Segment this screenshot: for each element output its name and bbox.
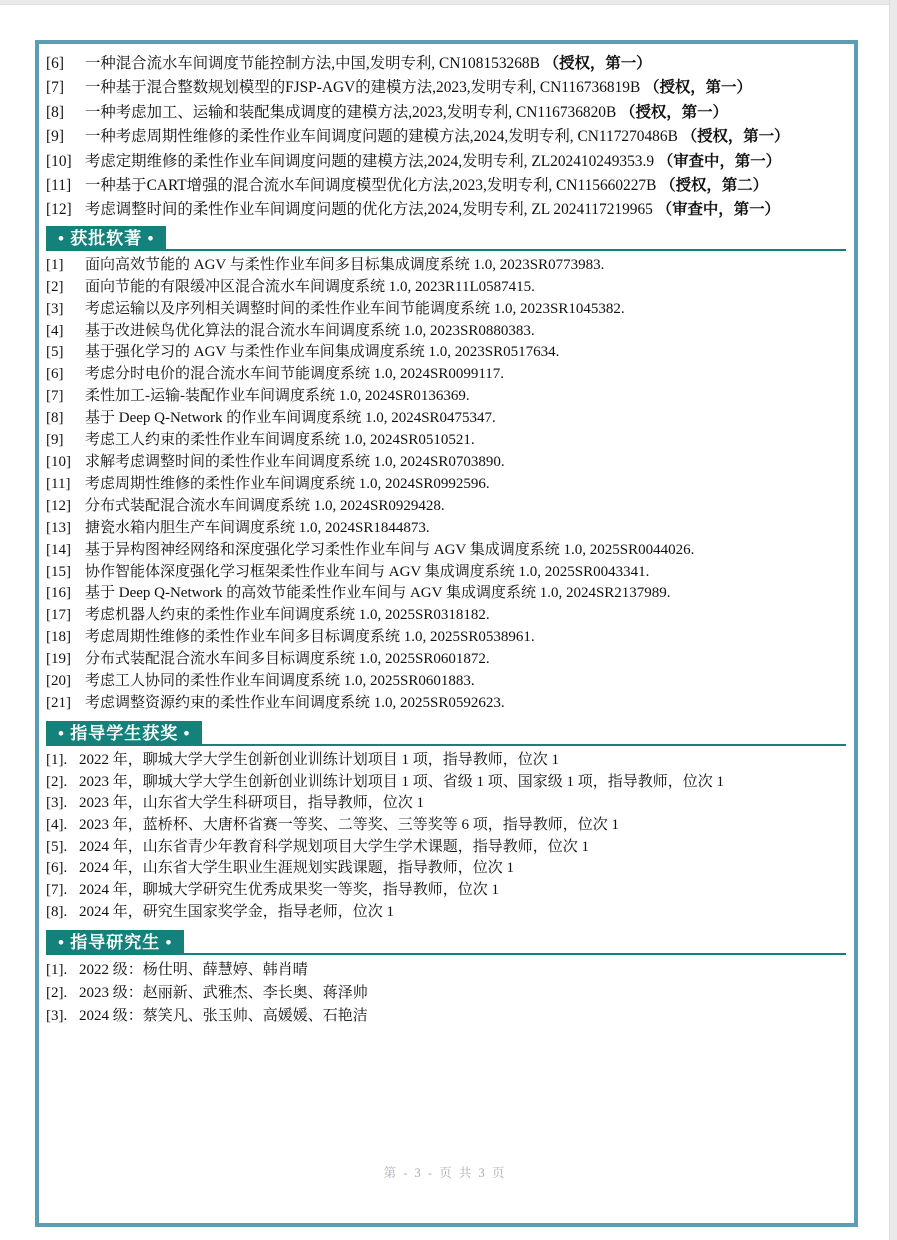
item-text: 考虑周期性维修的柔性作业车间多目标调度系统 1.0, 2025SR0538961. bbox=[85, 629, 535, 646]
item-text: 一种基于混合整数规划模型的FJSP-AGV的建模方法,2023,发明专利, CN116736819B （授权，第一） bbox=[85, 79, 752, 97]
item-number: [1]. bbox=[46, 961, 68, 978]
item-number: [21] bbox=[46, 694, 71, 711]
student-award-list bbox=[46, 750, 846, 924]
page-border-frame bbox=[35, 40, 858, 1227]
software-item bbox=[46, 540, 846, 562]
item-number: [3] bbox=[46, 300, 64, 317]
item-text: 求解考虑调整时间的柔性作业车间调度系统 1.0, 2024SR0703890. bbox=[85, 454, 505, 470]
item-number: [15] bbox=[46, 563, 71, 580]
item-text: 面向节能的有限缓冲区混合流水车间调度系统 1.0, 2023R11L0587415. bbox=[85, 278, 535, 295]
page-number-footer: 第 - 3 - 页 共 3 页 bbox=[383, 1166, 507, 1180]
item-text: 2024 级：蔡笑凡、张玉帅、高媛媛、石艳洁 bbox=[79, 1007, 368, 1024]
software-item bbox=[46, 277, 846, 299]
section-header-graduate-students bbox=[46, 930, 846, 955]
item-number: [19] bbox=[46, 651, 71, 668]
award-item bbox=[46, 793, 846, 815]
software-item bbox=[46, 321, 846, 343]
item-number: [3]. bbox=[46, 1007, 68, 1024]
viewer-edge-right bbox=[889, 0, 897, 1240]
item-number: [1] bbox=[46, 256, 64, 273]
item-text: 2024 年，山东省青少年教育科学规划项目大学生学术课题，指导教师，位次 1 bbox=[79, 838, 590, 855]
item-text: 考虑调整资源约束的柔性作业车间调度系统 1.0, 2025SR0592623. bbox=[85, 694, 505, 711]
patent-status: （审查中，第一） bbox=[656, 201, 780, 219]
item-number: [8] bbox=[46, 410, 64, 427]
item-number: [3]. bbox=[46, 795, 68, 812]
patent-status: （授权，第一） bbox=[620, 103, 728, 121]
software-item bbox=[46, 605, 846, 627]
software-item bbox=[46, 342, 846, 364]
item-text: 2022 年，聊城大学大学生创新创业训练计划项目 1 项，指导教师，位次 1 bbox=[79, 751, 560, 768]
item-text: 考虑工人约束的柔性作业车间调度系统 1.0, 2024SR0510521. bbox=[85, 432, 475, 449]
item-number: [18] bbox=[46, 629, 71, 646]
item-number: [1]. bbox=[46, 751, 68, 768]
item-number: [6] bbox=[46, 366, 64, 383]
item-text: 一种基于CART增强的混合流水车间调度模型优化方法,2023,发明专利, CN115660227B （授权，第二） bbox=[85, 177, 768, 195]
item-text: 分布式装配混合流水车间多目标调度系统 1.0, 2025SR0601872. bbox=[85, 651, 490, 668]
section-header-software bbox=[46, 226, 846, 251]
item-number: [11] bbox=[46, 177, 72, 195]
section-header-student-awards bbox=[46, 721, 846, 746]
award-item bbox=[46, 837, 846, 859]
item-text: 考虑周期性维修的柔性作业车间调度系统 1.0, 2024SR0992596. bbox=[85, 475, 490, 492]
graduate-item bbox=[46, 959, 846, 982]
item-text: 一种考虑周期性维修的柔性作业车间调度问题的建模方法,2024,发明专利, CN117270486B （授权，第一） bbox=[85, 128, 790, 146]
software-item bbox=[46, 649, 846, 671]
item-number: [20] bbox=[46, 673, 71, 690]
item-number: [11] bbox=[46, 475, 71, 492]
patent-item bbox=[46, 76, 846, 100]
item-text: 一种考虑加工、运输和装配集成调度的建模方法,2023,发明专利, CN116736820B （授权，第一） bbox=[85, 103, 728, 121]
award-item bbox=[46, 902, 846, 924]
item-text: 考虑机器人约束的柔性作业车间调度系统 1.0, 2025SR0318182. bbox=[85, 607, 490, 624]
award-item bbox=[46, 750, 846, 772]
item-number: [17] bbox=[46, 607, 71, 624]
item-text: 2024 年，研究生国家奖学金，指导老师，位次 1 bbox=[79, 903, 395, 920]
item-number: [10] bbox=[46, 454, 71, 470]
item-number: [13] bbox=[46, 519, 71, 536]
item-text: 考虑运输以及序列相关调整时间的柔性作业车间节能调度系统 1.0, 2023SR1045382. bbox=[85, 300, 625, 317]
item-text: 基于 Deep Q-Network 的作业车间调度系统 1.0, 2024SR0475347. bbox=[85, 410, 496, 427]
item-number: [7] bbox=[46, 388, 64, 405]
software-item bbox=[46, 474, 846, 496]
software-item bbox=[46, 364, 846, 386]
item-text: 2023 级：赵丽新、武雅杰、李长奥、蒋泽帅 bbox=[79, 984, 368, 1001]
item-text: 考虑分时电价的混合流水车间节能调度系统 1.0, 2024SR0099117. bbox=[85, 366, 505, 383]
item-number: [6]. bbox=[46, 860, 68, 877]
item-number: [14] bbox=[46, 541, 71, 558]
item-text: 2023 年，蓝桥杯、大唐杯省赛一等奖、二等奖、三等奖等 6 项，指导教师，位次 1 bbox=[79, 816, 620, 833]
patent-list bbox=[46, 52, 846, 223]
software-item bbox=[46, 583, 846, 605]
section-rule bbox=[184, 953, 846, 955]
item-text: 协作智能体深度强化学习框架柔性作业车间与 AGV 集成调度系统 1.0, 2025SR0043341. bbox=[85, 563, 650, 580]
item-text: 搪瓷水箱内胆生产车间调度系统 1.0, 2024SR1844873. bbox=[85, 519, 430, 536]
item-number: [4]. bbox=[46, 816, 68, 833]
software-item bbox=[46, 518, 846, 540]
item-number: [7] bbox=[46, 79, 64, 97]
patent-item bbox=[46, 52, 846, 76]
software-item bbox=[46, 255, 846, 277]
software-copyright-list bbox=[46, 255, 846, 715]
item-text: 分布式装配混合流水车间调度系统 1.0, 2024SR0929428. bbox=[85, 497, 445, 514]
software-item bbox=[46, 671, 846, 693]
item-text: 2023 年，聊城大学大学生创新创业训练计划项目 1 项、省级 1 项、国家级 1 项，指导教师，位次 1 bbox=[79, 773, 725, 790]
patent-status: （授权，第二） bbox=[660, 177, 768, 195]
graduate-item bbox=[46, 1005, 846, 1028]
item-number: [16] bbox=[46, 585, 71, 602]
award-item bbox=[46, 815, 846, 837]
item-number: [8]. bbox=[46, 903, 68, 920]
item-text: 基于强化学习的 AGV 与柔性作业车间集成调度系统 1.0, 2023SR0517634. bbox=[85, 344, 560, 361]
section-badge: • 获批软著 • bbox=[46, 226, 166, 251]
patent-item bbox=[46, 174, 846, 198]
item-text: 基于 Deep Q-Network 的高效节能柔性作业车间与 AGV 集成调度系统 1.0, 2024SR2137989. bbox=[85, 585, 671, 602]
item-text: 考虑工人协同的柔性作业车间调度系统 1.0, 2025SR0601883. bbox=[85, 673, 475, 690]
item-number: [2]. bbox=[46, 984, 68, 1001]
award-item bbox=[46, 880, 846, 902]
patent-status: （审查中，第一） bbox=[657, 152, 782, 170]
patent-item bbox=[46, 125, 846, 149]
item-number: [4] bbox=[46, 322, 64, 339]
item-text: 2024 年，山东省大学生职业生涯规划实践课题，指导教师，位次 1 bbox=[79, 860, 515, 877]
award-item bbox=[46, 772, 846, 794]
section-rule bbox=[202, 744, 846, 746]
patent-status: （授权，第一） bbox=[644, 79, 752, 97]
item-number: [9] bbox=[46, 128, 64, 146]
software-item bbox=[46, 408, 846, 430]
item-text: 基于异构图神经网络和深度强化学习柔性作业车间与 AGV 集成调度系统 1.0, 2025SR0044026. bbox=[85, 541, 695, 558]
item-number: [7]. bbox=[46, 882, 68, 899]
item-number: [8] bbox=[46, 103, 64, 121]
item-number: [10] bbox=[46, 152, 72, 170]
patent-item bbox=[46, 198, 846, 222]
item-text: 基于改进候鸟优化算法的混合流水车间调度系统 1.0, 2023SR0880383. bbox=[85, 322, 535, 339]
section-rule bbox=[166, 249, 846, 251]
viewer-edge-top bbox=[0, 0, 897, 5]
section-badge: • 指导学生获奖 • bbox=[46, 721, 202, 746]
item-text: 面向高效节能的 AGV 与柔性作业车间多目标集成调度系统 1.0, 2023SR0773983. bbox=[85, 256, 605, 273]
software-item bbox=[46, 562, 846, 584]
item-text: 柔性加工-运输-装配作业车间调度系统 1.0, 2024SR0136369. bbox=[85, 388, 470, 405]
software-item bbox=[46, 496, 846, 518]
item-text: 考虑调整时间的柔性作业车间调度问题的优化方法,2024,发明专利, ZL 2024117219965 （审查中，第一） bbox=[85, 201, 780, 219]
software-item bbox=[46, 693, 846, 715]
item-text: 2024 年，聊城大学研究生优秀成果奖一等奖，指导教师，位次 1 bbox=[79, 882, 500, 899]
item-number: [12] bbox=[46, 497, 71, 514]
software-item bbox=[46, 430, 846, 452]
item-number: [2]. bbox=[46, 773, 68, 790]
software-item bbox=[46, 386, 846, 408]
patent-status: （授权，第一） bbox=[681, 128, 790, 146]
patent-item bbox=[46, 101, 846, 125]
item-number: [6] bbox=[46, 55, 64, 72]
graduate-item bbox=[46, 982, 846, 1005]
item-number: [2] bbox=[46, 278, 64, 295]
award-item bbox=[46, 858, 846, 880]
item-number: [9] bbox=[46, 432, 64, 449]
item-number: [5] bbox=[46, 344, 64, 361]
software-item bbox=[46, 627, 846, 649]
item-text: 一种混合流水车间调度节能控制方法,中国,发明专利, CN108153268B （授权，第一） bbox=[85, 55, 652, 72]
item-number: [12] bbox=[46, 201, 72, 219]
item-text: 2023 年，山东省大学生科研项目，指导教师，位次 1 bbox=[79, 795, 425, 812]
item-text: 考虑定期维修的柔性作业车间调度问题的建模方法,2024,发明专利, ZL202410249353.9 （审查中，第一） bbox=[85, 152, 782, 170]
item-number: [5]. bbox=[46, 838, 68, 855]
patent-item bbox=[46, 150, 846, 174]
item-text: 2022 级：杨仕明、薛慧婷、韩肖晴 bbox=[79, 961, 308, 978]
patent-status: （授权，第一） bbox=[543, 55, 652, 72]
software-item bbox=[46, 299, 846, 321]
section-badge: • 指导研究生 • bbox=[46, 930, 184, 955]
graduate-student-list bbox=[46, 959, 846, 1028]
software-item bbox=[46, 452, 846, 474]
